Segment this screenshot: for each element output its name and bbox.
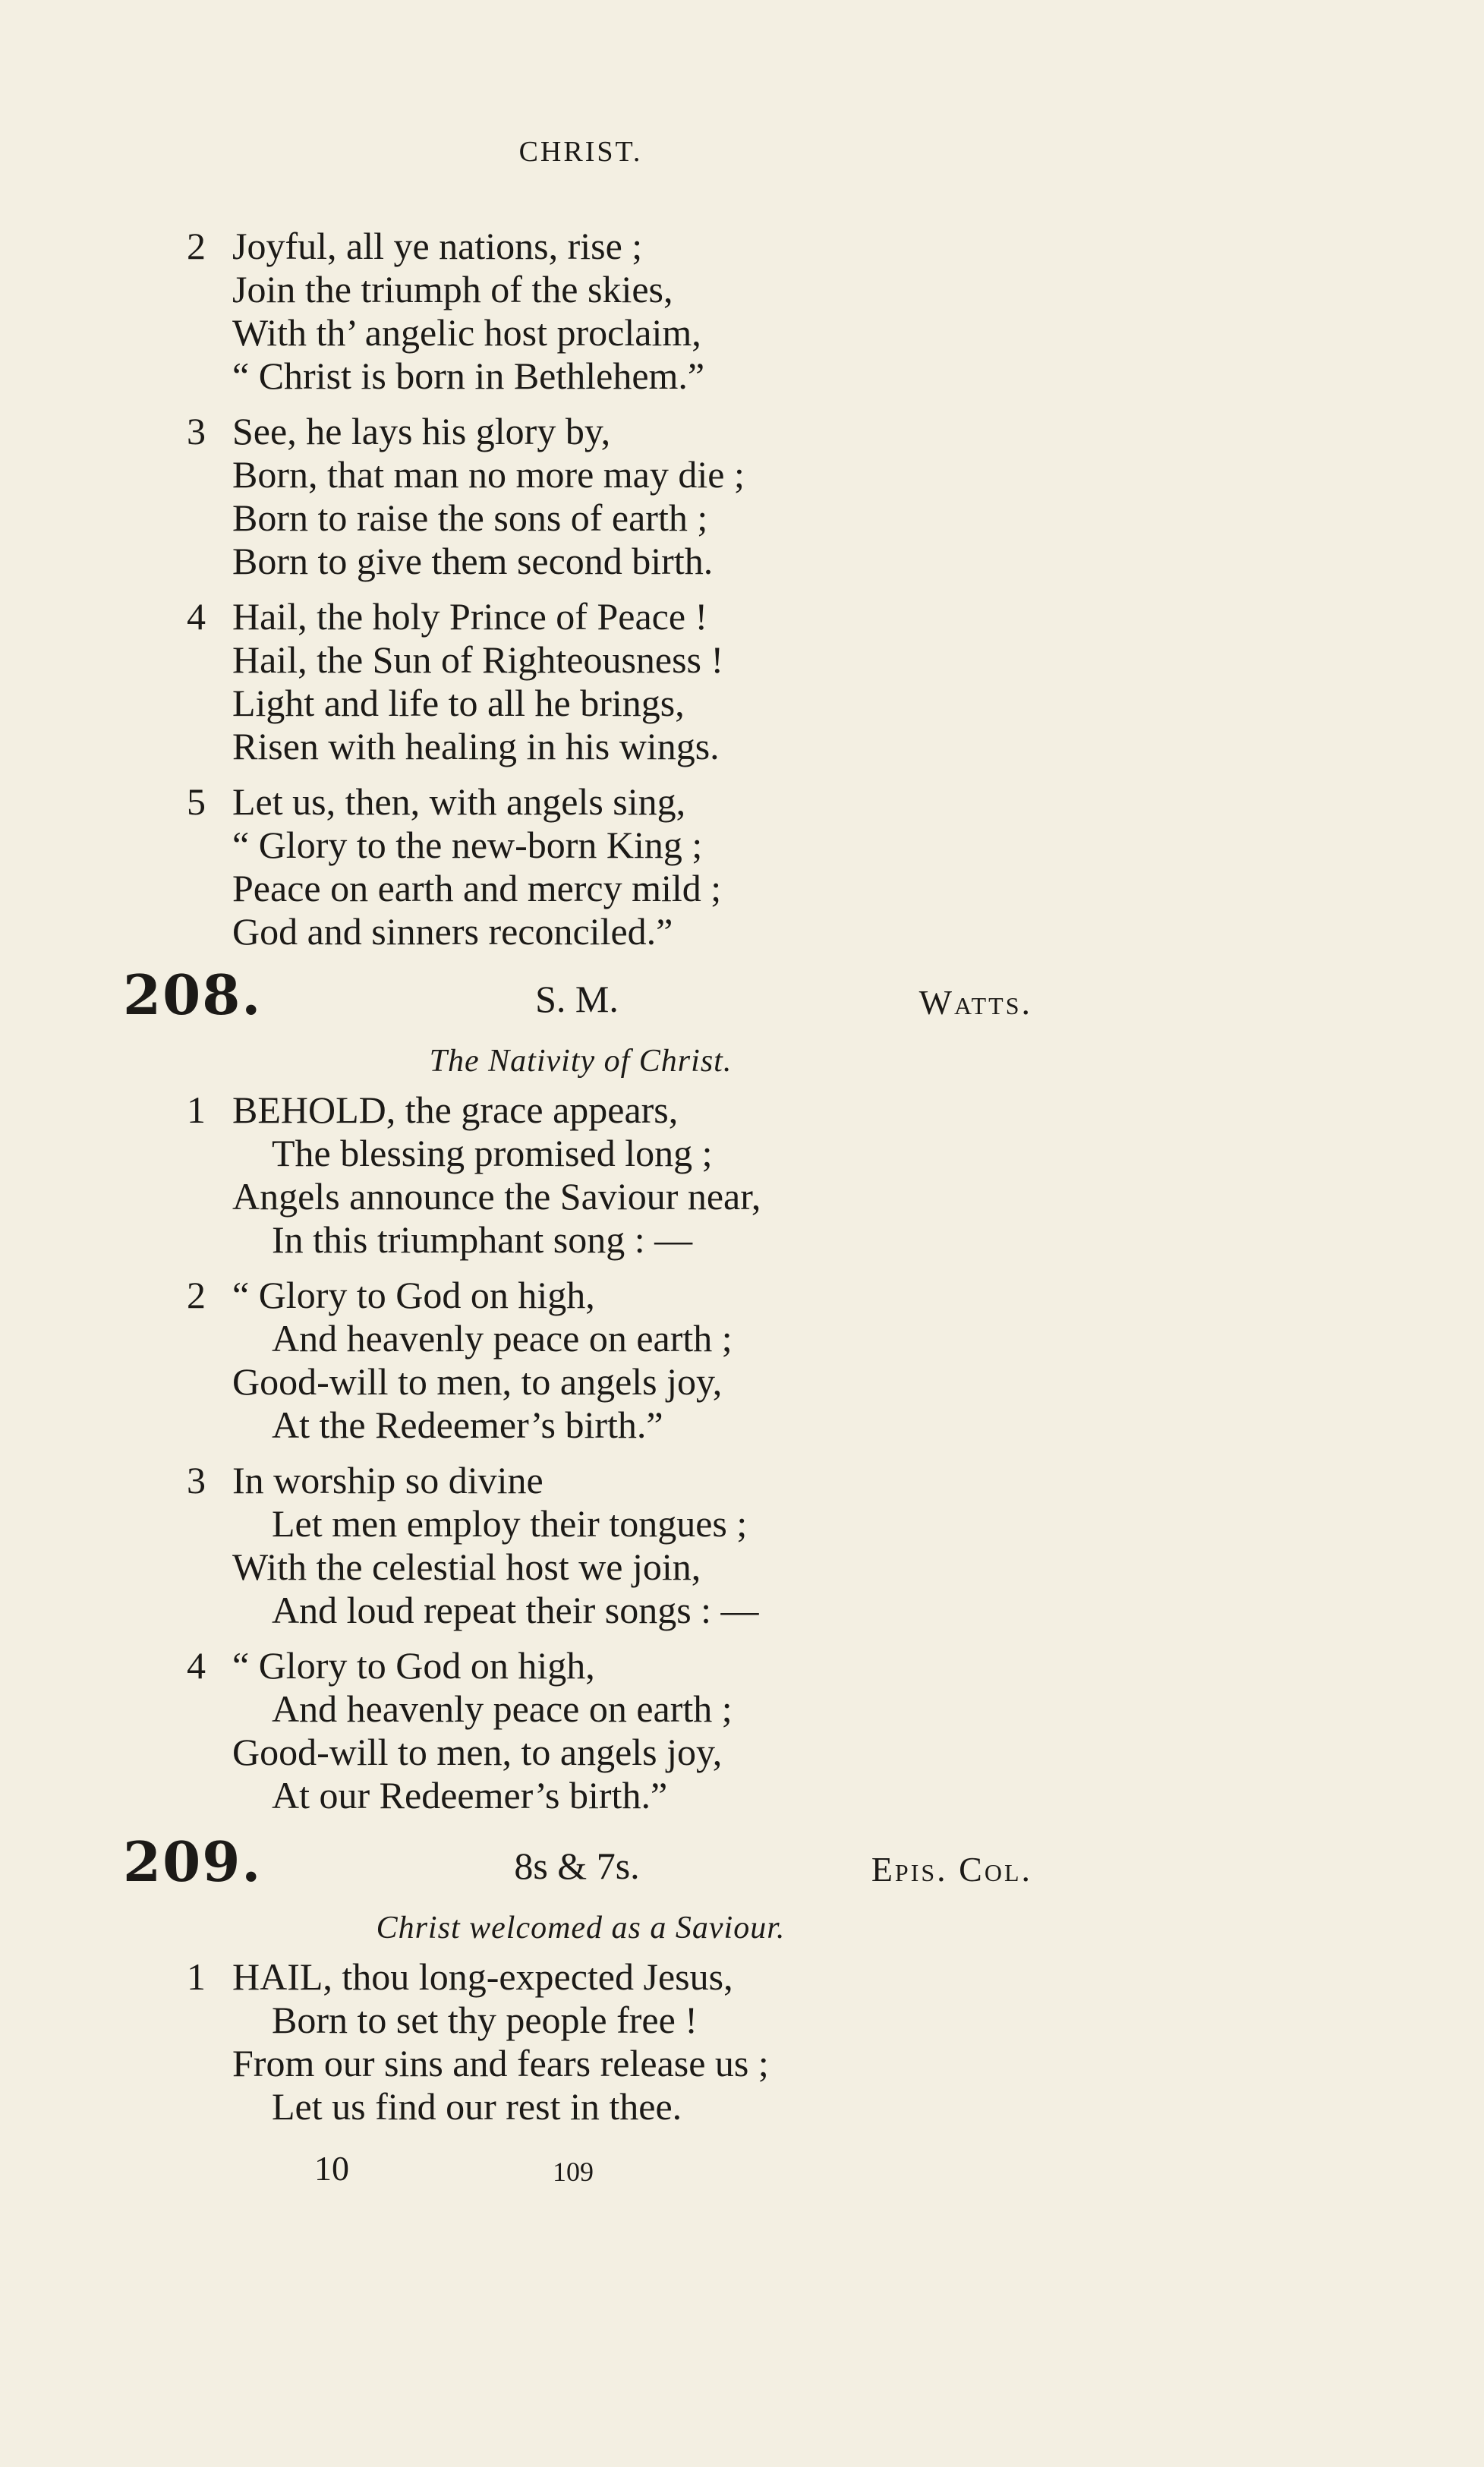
verse-line: With th’ angelic host proclaim, [232,311,701,354]
verse-line: Angels announce the Saviour near, [232,1175,761,1218]
verse-line: The blessing promised long ; [272,1132,713,1174]
verse-line: “ Glory to God on high, [232,1274,595,1316]
hymn-number: 208. [123,963,263,1027]
verse-line: In worship so divine [232,1459,544,1501]
hymn-meter: 8s & 7s. [514,1845,640,1887]
hymn-208-verse-1 [187,1089,1174,1262]
running-head: CHRIST. [518,136,643,168]
verse-line: “ Christ is born in Bethlehem.” [232,354,705,397]
verse-number: 4 [187,1644,206,1687]
verse-line: And loud repeat their songs : — [272,1589,759,1631]
verse-line: From our sins and fears release us ; [232,2042,769,2084]
verse-line: BEHOLD, the grace appears, [232,1089,679,1131]
verse-line: Joyful, all ye nations, rise ; [232,225,643,267]
hymn-208-heading [0,963,1484,1027]
verse-number: 2 [187,225,206,267]
verse-number: 4 [187,595,206,638]
hymn-author: Epis. Col. [871,1850,1032,1889]
verse-number: 3 [187,1459,206,1501]
verse-line: Peace on earth and mercy mild ; [232,867,722,909]
verse-line: Hail, the Sun of Righteousness ! [232,638,724,681]
verse-line: HAIL, thou long-expected Jesus, [232,1955,733,1998]
verse-4 [187,595,1174,768]
verse-line: Good-will to men, to angels joy, [232,1360,723,1403]
verse-line: And heavenly peace on earth ; [272,1317,733,1360]
hymn-209-verse-1 [187,1955,1174,2128]
verse-line: Born to give them second birth. [232,540,714,582]
verse-3 [187,410,1174,583]
verse-line: Let us find our rest in thee. [272,2085,682,2128]
verse-line: At the Redeemer’s birth.” [272,1404,663,1446]
verse-2 [187,225,1174,398]
signature-mark: 10 [314,2149,349,2188]
hymn-208-verse-2 [187,1274,1174,1447]
hymn-208-verse-3 [187,1459,1174,1632]
verse-line: “ Glory to the new-born King ; [232,824,703,866]
verse-number: 1 [187,1089,206,1131]
verse-line: God and sinners reconciled.” [232,910,673,953]
verse-line: Join the triumph of the skies, [232,268,673,310]
verse-line: Let men employ their tongues ; [272,1502,748,1545]
verse-line: Born, that man no more may die ; [232,453,745,496]
hymn-209-subtitle: Christ welcomed as a Saviour. [376,1911,786,1946]
verse-line: Hail, the holy Prince of Peace ! [232,595,708,638]
page-footer [0,2148,1484,2194]
hymn-author: Watts. [918,983,1032,1022]
verse-number: 3 [187,410,206,452]
verse-number: 1 [187,1955,206,1998]
verse-5 [187,780,1174,953]
verse-line: And heavenly peace on earth ; [272,1687,733,1730]
verse-line: Born to set thy people free ! [272,1999,698,2041]
verse-line: At our Redeemer’s birth.” [272,1774,668,1816]
hymn-209-heading [0,1829,1484,1894]
hymn-meter: S. M. [535,978,619,1020]
hymn-number: 209. [123,1829,263,1894]
verse-line: Good-will to men, to angels joy, [232,1731,723,1773]
verse-line: “ Glory to God on high, [232,1644,595,1687]
verse-line: See, he lays his glory by, [232,410,611,452]
verse-number: 2 [187,1274,206,1316]
verse-line: Light and life to all he brings, [232,682,685,724]
hymn-208-subtitle: The Nativity of Christ. [429,1044,733,1079]
page-number: 109 [553,2157,594,2187]
verse-line: In this triumphant song : — [272,1218,693,1261]
verse-line: Let us, then, with angels sing, [232,780,686,823]
verse-line: With the celestial host we join, [232,1545,701,1588]
verse-line: Risen with healing in his wings. [232,725,720,767]
verse-line: Born to raise the sons of earth ; [232,496,708,539]
verse-number: 5 [187,780,206,823]
hymn-208-verse-4 [187,1644,1174,1817]
